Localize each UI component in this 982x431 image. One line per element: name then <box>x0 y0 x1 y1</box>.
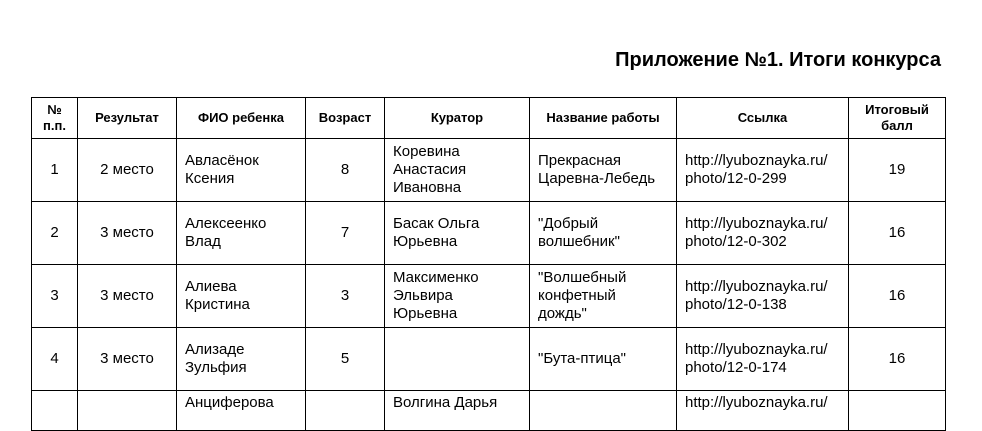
cell-work-title <box>530 391 677 431</box>
cell-work-title: Прекрасная Царевна-Лебедь <box>530 139 677 202</box>
header-link: Ссылка <box>677 98 849 139</box>
cell-curator: Максименко Эльвира Юрьевна <box>385 265 530 328</box>
cell-age: 7 <box>306 202 385 265</box>
cell-curator: Волгина Дарья <box>385 391 530 431</box>
cell-age: 8 <box>306 139 385 202</box>
table-row <box>32 265 946 328</box>
cell-curator: Басак Ольга Юрьевна <box>385 202 530 265</box>
cell-age: 5 <box>306 328 385 391</box>
header-result: Результат <box>78 98 177 139</box>
cell-link[interactable]: http://lyuboznayka.ru/ photo/12-0-138 <box>677 265 849 328</box>
cell-number <box>32 391 78 431</box>
table-row <box>32 391 946 431</box>
cell-child-name: Алиева Кристина <box>177 265 306 328</box>
cell-work-title: "Бута-птица" <box>530 328 677 391</box>
cell-number: 2 <box>32 202 78 265</box>
cell-work-title: "Добрый волшебник" <box>530 202 677 265</box>
cell-link[interactable]: http://lyuboznayka.ru/ <box>677 391 849 431</box>
cell-child-name: Авласёнок Ксения <box>177 139 306 202</box>
cell-child-name: Ализаде Зульфия <box>177 328 306 391</box>
cell-link[interactable]: http://lyuboznayka.ru/ photo/12-0-174 <box>677 328 849 391</box>
results-table <box>31 97 946 431</box>
cell-link[interactable]: http://lyuboznayka.ru/ photo/12-0-299 <box>677 139 849 202</box>
cell-total-score <box>849 391 946 431</box>
cell-result <box>78 391 177 431</box>
cell-result: 3 место <box>78 202 177 265</box>
header-curator: Куратор <box>385 98 530 139</box>
table-row <box>32 202 946 265</box>
header-child-name: ФИО ребенка <box>177 98 306 139</box>
cell-total-score: 16 <box>849 265 946 328</box>
header-total-score: Итоговый балл <box>849 98 946 139</box>
table-row <box>32 328 946 391</box>
cell-age: 3 <box>306 265 385 328</box>
cell-work-title: "Волшебный конфетный дождь" <box>530 265 677 328</box>
document-title: Приложение №1. Итоги конкурса <box>615 49 941 71</box>
header-number: № п.п. <box>32 98 78 139</box>
cell-curator <box>385 328 530 391</box>
cell-curator: Коревина Анастасия Ивановна <box>385 139 530 202</box>
cell-child-name: Алексеенко Влад <box>177 202 306 265</box>
cell-child-name: Анциферова <box>177 391 306 431</box>
cell-link[interactable]: http://lyuboznayka.ru/ photo/12-0-302 <box>677 202 849 265</box>
cell-total-score: 16 <box>849 328 946 391</box>
cell-age <box>306 391 385 431</box>
cell-total-score: 16 <box>849 202 946 265</box>
cell-result: 3 место <box>78 328 177 391</box>
table-header-row <box>32 98 946 139</box>
cell-total-score: 19 <box>849 139 946 202</box>
cell-result: 2 место <box>78 139 177 202</box>
header-work-title: Название работы <box>530 98 677 139</box>
cell-number: 1 <box>32 139 78 202</box>
cell-number: 4 <box>32 328 78 391</box>
table-row <box>32 139 946 202</box>
header-age: Возраст <box>306 98 385 139</box>
cell-number: 3 <box>32 265 78 328</box>
cell-result: 3 место <box>78 265 177 328</box>
